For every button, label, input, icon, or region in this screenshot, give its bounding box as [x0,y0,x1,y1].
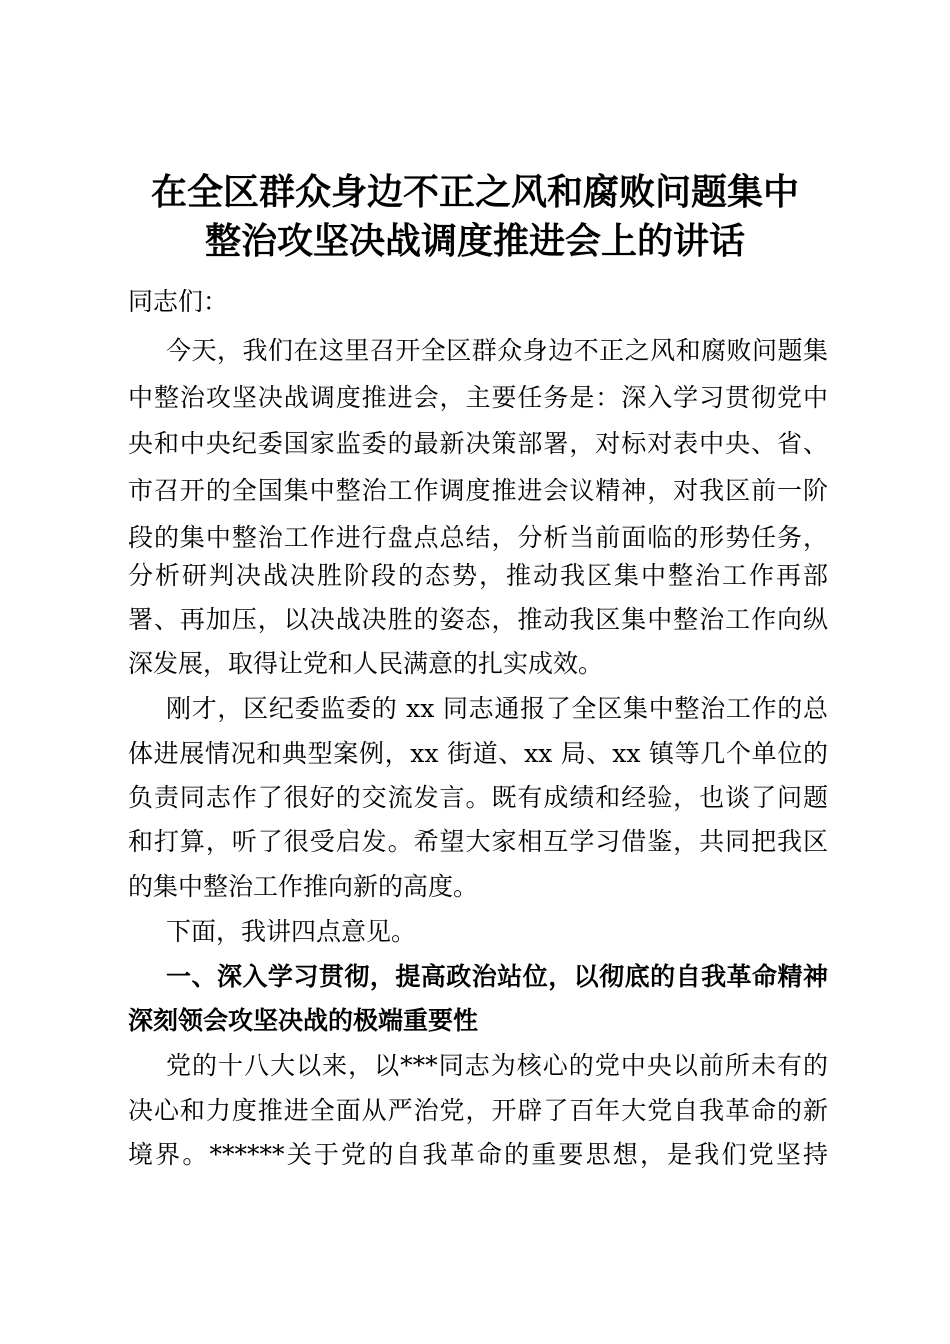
document-title-line-2: 整治攻坚决战调度推进会上的讲话 [204,220,745,262]
paragraph-2-line: 负责同志作了很好的交流发言。既有成绩和经验，也谈了问题 [128,783,828,812]
paragraph-1-line: 今天，我们在这里召开全区群众身边不正之风和腐败问题集 [166,336,828,365]
paragraph-4-line: 境界。******关于党的自我革命的重要思想，是我们党坚持 [128,1140,828,1169]
salutation: 同志们： [128,287,229,316]
paragraph-2-line: 的集中整治工作推向新的高度。 [128,872,479,901]
paragraph-1-line: 中整治攻坚决战调度推进会，主要任务是：深入学习贯彻党中 [128,383,828,412]
paragraph-1-line: 分析研判决战决胜阶段的态势，推动我区集中整治工作再部 [128,561,828,590]
paragraph-4-line: 决心和力度推进全面从严治党，开辟了百年大党自我革命的新 [128,1096,828,1125]
paragraph-1-line: 市召开的全国集中整治工作调度推进会议精神，对我区前一阶 [128,476,828,505]
paragraph-2-line: 体进展情况和典型案例，xx 街道、xx 局、xx 镇等几个单位的 [128,739,828,768]
paragraph-2-line: 刚才，区纪委监委的 xx 同志通报了全区集中整治工作的总 [166,694,828,723]
paragraph-1-line: 署、再加压，以决战决胜的姿态，推动我区集中整治工作向纵 [128,605,828,634]
paragraph-4-line: 党的十八大以来，以***同志为核心的党中央以前所未有的 [166,1051,828,1080]
paragraph-1-line: 深发展，取得让党和人民满意的扎实成效。 [128,649,604,678]
section-heading-line: 一、深入学习贯彻，提高政治站位，以彻底的自我革命精神 [166,962,828,991]
paragraph-1-line: 段的集中整治工作进行盘点总结，分析当前面临的形势任务， [128,523,828,552]
section-heading-line: 深刻领会攻坚决战的极端重要性 [128,1006,479,1035]
paragraph-1-line: 央和中央纪委国家监委的最新决策部署，对标对表中央、省、 [128,429,828,458]
document-title-line-1: 在全区群众身边不正之风和腐败问题集中 [150,171,799,213]
paragraph-2-line: 和打算，听了很受启发。希望大家相互学习借鉴，共同把我区 [128,827,828,856]
paragraph-3-line: 下面，我讲四点意见。 [166,917,417,946]
